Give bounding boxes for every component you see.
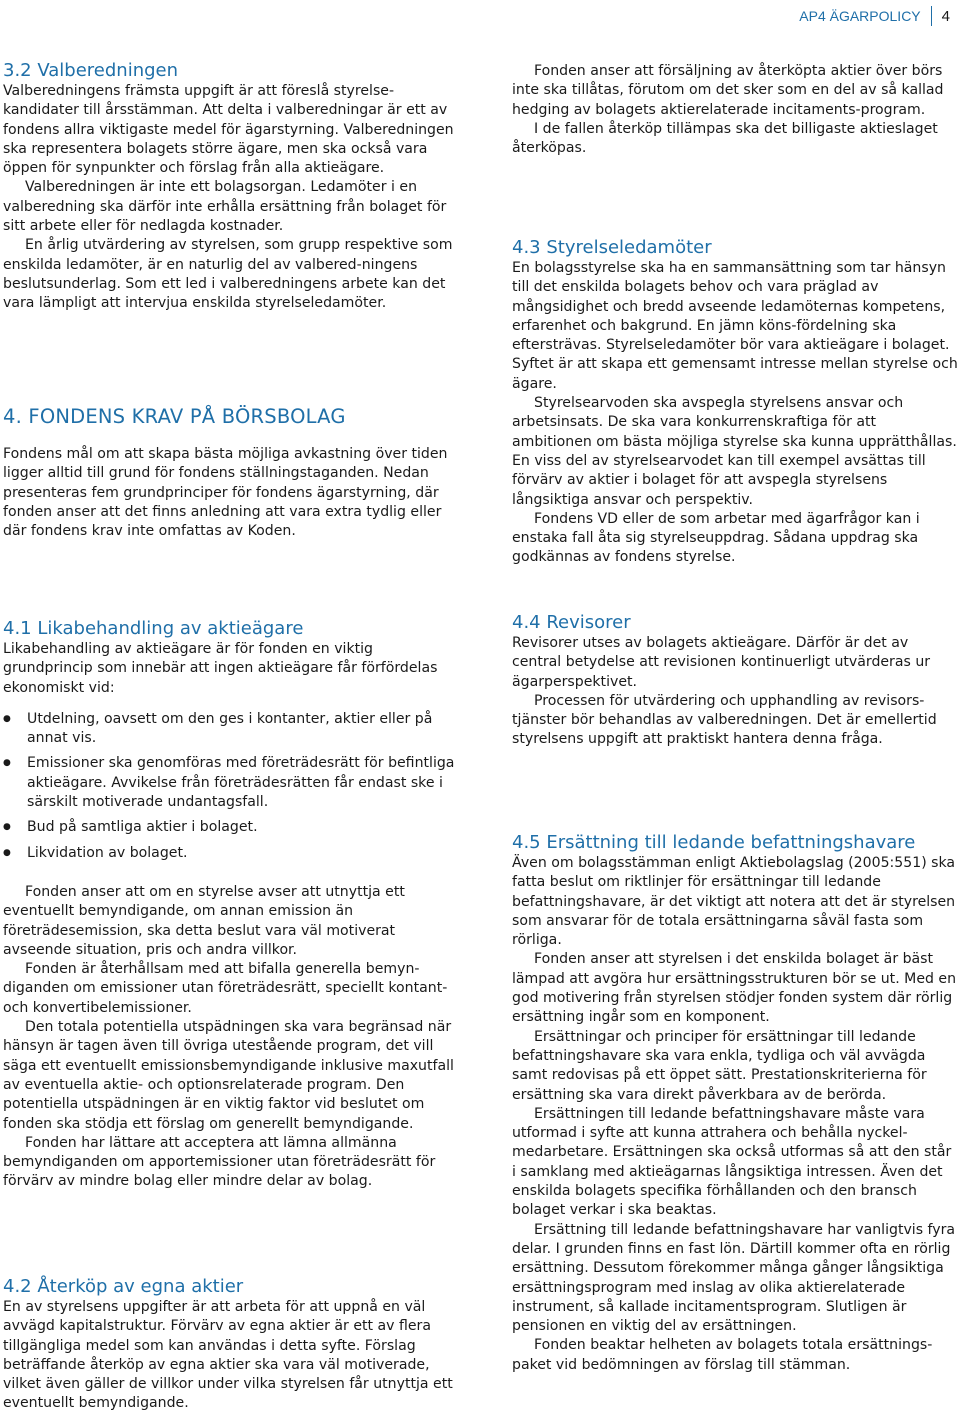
list-item: ● Utdelning, oavsett om den ges i kontanter, aktier eller på annat vis. (3, 710, 455, 749)
list-item: ● Bud på samtliga aktier i bolaget. (3, 818, 455, 837)
section-4-3 (512, 237, 958, 568)
paragraph: Ersättningar och principer för ersättningar till ledande befattningshavare ska vara enkla, tydliga och väl avvägda samt redovisas på ett öppet sätt. Prestationskriterierna för ersättning ska vara direkt påverkbara av de berörda. (512, 1028, 927, 1103)
section-heading: 3.2 Valberedningen (3, 60, 179, 81)
section-heading: 4.4 Revisorer (512, 612, 631, 633)
section-4-4 (512, 612, 958, 750)
section-4-2-continued (512, 62, 958, 158)
paragraph: Fonden anser att försäljning av återköpta aktier över börs inte ska tillåtas, förutom om det sker som en del av så kallad hedging av bolagets aktierelaterade incitaments-program. (512, 63, 944, 118)
paragraph: Fonden anser att om en styrelse avser att utnyttja ett eventuellt bemyndigande, om annan emission än företrädesemission, ska detta beslut vara väl motiverat avseende situation, pris och andra villkor. (3, 883, 405, 958)
paragraph: En årlig utvärdering av styrelsen, som grupp respektive som enskilda ledamöter, är en naturlig del av valbered-ningens beslutsunderlag. Som ett led i valberedningens arbete kan det vara lämpligt att intervjua enskilda styrelseledamöter. (3, 237, 453, 312)
paragraph: Fonden anser att styrelsen i det enskilda bolaget är bäst lämpad att avgöra hur ersättningsstrukturen bör se ut. Med en god motivering från styrelsen stödjer fonden system där rörlig ersättning ingår som en komponent. (512, 951, 957, 1026)
paragraph: Styrelsearvoden ska avspegla styrelsens ansvar och arbetsinsats. De ska vara konkurrenskraftiga för att ambitionen om bästa möjliga styrelse ska kunna upprätthållas. En viss del av styrelsearvodet kan till exempel avsättas till förvärv av aktier i bolaget för att avspegla styrelsens långsiktiga ansvar och perspektiv. (512, 395, 957, 508)
paragraph: En av styrelsens uppgifter är att arbeta för att uppnå en väl avvägd kapitalstruktur. Förvärv av egna aktier är ett av flera tillgängliga medel som kan användas i detta syfte. Förslag beträffande återköp av egna aktier ska vara väl motiverade, vilket även gäller de villkor under vilka styrelsen får utnyttja ett eventuellt bemyndigande. (3, 1299, 453, 1412)
paragraph: Ersättning till ledande befattningshavare har vanligtvis fyra delar. I grunden finns en fast lön. Därtill kommer ofta en rörlig ersättning. Dessutom förekommer många gånger långsiktiga ersättningsprogram med inslag av olika aktierelaterade instrument, så kallade incitamentsprogram. Slutligen är pensionen en viktig del av ersättningen. (512, 1221, 956, 1335)
section-4-5 (512, 832, 958, 1375)
paragraph: En bolagsstyrelse ska ha en sammansättning som tar hänsyn till det enskilda bolagets behov och vara präglad av mångsidighet och bredd avseende ledamöternas kompetens, erfarenhet och bakgrund. En jämn köns-fördelning ska eftersträvas. Styrelseledamöter bör vara aktieägare i bolaget. Syftet är att skapa ett gemensamt intresse mellan styrelse och ägare. (512, 260, 958, 392)
paragraph: Processen för utvärdering och upphandling av revisors-tjänster bör behandlas av valberedningen. Det är emellertid styrelsens uppgift att praktiskt hantera denna fråga. (512, 692, 937, 748)
bullet-list (3, 710, 455, 863)
paragraph: Fonden beaktar helheten av bolagets totala ersättnings-paket vid bedömningen av förslag till stämman. (512, 1337, 933, 1373)
paragraph: Revisorer utses av bolagets aktieägare. Därför är det av central betydelse att revisionen kontinuerligt utvärderas ur ägarperspektivet. (512, 635, 931, 690)
section-heading: 4.5 Ersättning till ledande befattningshavare (512, 832, 916, 853)
page-header (799, 6, 950, 26)
paragraph: Likabehandling av aktieägare är för fonden en viktig grundprincip som innebär att ingen aktieägare får förfördelas ekonomiskt vid: (3, 641, 438, 696)
section-heading: 4.2 Återköp av egna aktier (3, 1276, 244, 1297)
section-4 (3, 405, 455, 541)
section-heading: 4.1 Likabehandling av aktieägare (3, 618, 304, 639)
list-item: ● Likvidation av bolaget. (3, 844, 455, 863)
page-number: 4 (941, 7, 950, 25)
paragraph: Fondens mål om att skapa bästa möjliga avkastning över tiden ligger alltid till grund för fondens ställningstaganden. Nedan presenteras fem grundprinciper för fondens ägarstyrning, där fonden anser att det finns anledning att vara extra tydlig eller där fondens krav inte omfattas av Koden. (3, 446, 448, 540)
paragraph: Även om bolagsstämman enligt Aktiebolagslag (2005:551) ska fatta beslut om riktlinjer för ersättningar till ledande befattningshavare, är det viktigt att notera att det är styrelsen som ansvarar för de totala ersättningarna såväl fasta som rörliga. (512, 855, 956, 949)
section-4-1 (3, 618, 455, 1192)
header-divider (931, 6, 932, 26)
paragraph: Valberedningens främsta uppgift är att föreslå styrelse-kandidater till årsstämman. Att delta i valberedningar är ett av fondens allra viktigaste medel för ägarstyrning. Valberedningen ska representera bolagets större ägare, men ska också vara öppen för synpunkter och förslag från alla aktieägare. (3, 83, 454, 177)
section-3-2 (3, 60, 455, 314)
section-4-2 (3, 1276, 455, 1414)
paragraph: Den totala potentiella utspädningen ska vara begränsad när hänsyn är tagen även till övriga utestående program, det vill säga ett eventuellt emissionsbemyndigande inklusive maxutfall av eventuella aktie- och optionsrelaterade program. Den potentiella utspädningen är en viktig faktor vid beslutet om fonden ska stödja ett förslag om generellt bemyndigande. (3, 1019, 454, 1132)
paragraph: I de fallen återköp tillämpas ska det billigaste aktieslaget återköpas. (512, 120, 938, 157)
paragraph: Fondens VD eller de som arbetar med ägarfrågor kan i enstaka fall åta sig styrelseuppdrag. Sådana uppdrag ska godkännas av fondens styrelse. (512, 510, 920, 566)
paragraph: Valberedningen är inte ett bolagsorgan. Ledamöter i en valberedning ska därför inte erhålla ersättning från bolaget för sitt arbete eller för nedlagda kostnader. (3, 179, 447, 235)
section-heading: 4.3 Styrelseledamöter (512, 237, 712, 258)
chapter-heading: 4. FONDENS KRAV PÅ BÖRSBOLAG (3, 405, 346, 428)
header-title: AP4 ÄGARPOLICY (799, 8, 921, 24)
paragraph: Fonden är återhållsam med att bifalla generella bemyn-diganden om emissioner utan företrädesrätt, speciellt kontant- och konvertibelemissioner. (3, 961, 448, 1016)
list-item: ● Emissioner ska genomföras med företrädesrätt för befintliga aktieägare. Avvikelse från företrädesrätten får endast ske i särskilt motiverade undantagsfall. (3, 754, 455, 812)
paragraph: Ersättningen till ledande befattningshavare måste vara utformad i syfte att kunna attrahera och behålla nyckel-medarbetare. Ersättningen ska också utformas så att den står i samklang med aktieägarnas långsiktiga intressen. Även det enskilda bolagets specifika förhållanden och den bransch bolaget verkar i ska beaktas. (512, 1105, 952, 1219)
paragraph: Fonden har lättare att acceptera att lämna allmänna bemyndiganden om apportemissioner utan företrädesrätt för förvärv av mindre bolag eller mindre delar av bolag. (3, 1134, 436, 1190)
